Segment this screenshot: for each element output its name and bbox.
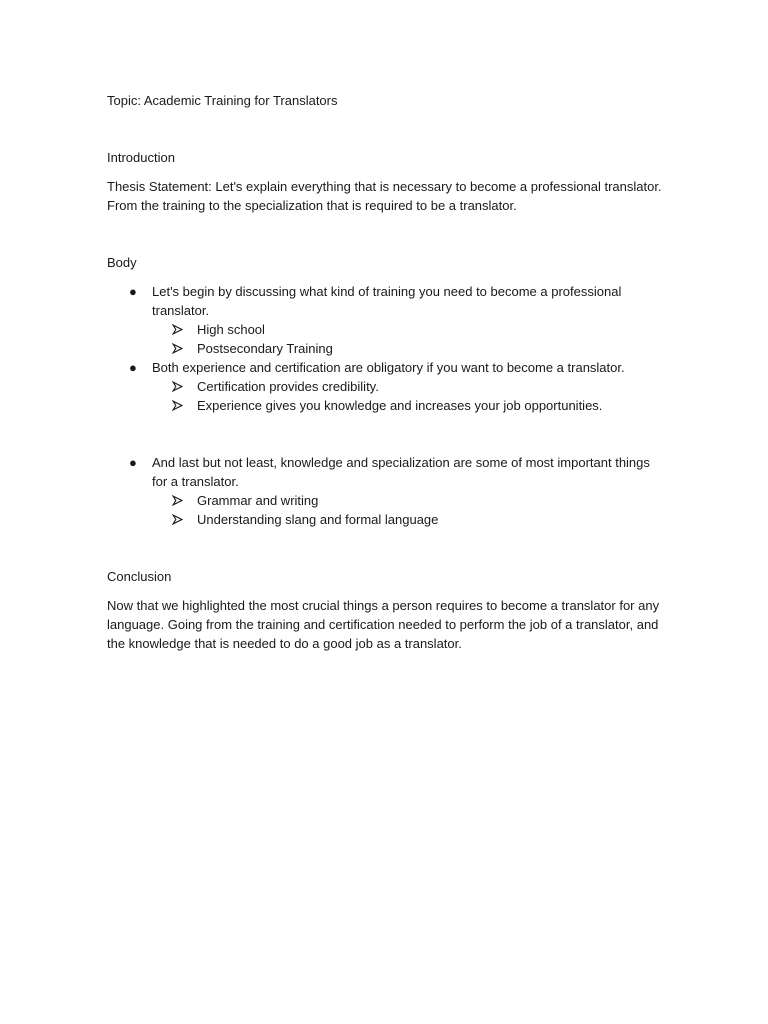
document-content [107,91,667,653]
list-item [152,320,667,339]
sub-bullet-list [152,320,667,358]
list-item [152,491,667,510]
arrowhead-bullet-icon [172,400,183,411]
list-item [107,358,667,415]
arrowhead-bullet-icon [172,381,183,392]
sub-bullet-text: Certification provides credibility. [197,379,379,394]
bullet-dot-icon: ● [129,360,137,375]
sub-bullet-text: Understanding slang and formal language [197,512,439,527]
bullet-text: Let's begin by discussing what kind of training you need to become a professional translator. [152,284,622,318]
bullet-text: And last but not least, knowledge and specialization are some of most important things for a translator. [152,455,650,489]
topic-line: Topic: Academic Training for Translators [107,93,338,108]
conclusion-heading: Conclusion [107,569,172,584]
list-item [152,510,667,529]
sub-bullet-list [152,377,667,415]
bullet-dot-icon: ● [129,284,137,299]
list-item [152,339,667,358]
body-heading: Body [107,255,137,270]
arrowhead-bullet-icon [172,343,183,354]
conclusion-paragraph: Now that we highlighted the most crucial things a person requires to become a translator for any language. Going from the training and certification needed to perform the job of a translator, and the knowledge that is needed to do a good job as a translator. [107,598,660,651]
bullet-dot-icon: ● [129,455,137,470]
list-item [107,453,667,529]
list-item [152,396,667,415]
bullet-text: Both experience and certification are obligatory if you want to become a translator. [152,360,625,375]
thesis-statement: Thesis Statement: Let's explain everything that is necessary to become a professional translator. From the training to the specialization that is required to be a translator. [107,179,662,213]
sub-bullet-list [152,491,667,529]
arrowhead-bullet-icon [172,324,183,335]
sub-bullet-text: Postsecondary Training [197,341,333,356]
sub-bullet-text: High school [197,322,265,337]
arrowhead-bullet-icon [172,514,183,525]
sub-bullet-text: Grammar and writing [197,493,319,508]
body-bullet-list [107,282,667,529]
introduction-heading: Introduction [107,150,175,165]
list-item [152,377,667,396]
arrowhead-bullet-icon [172,495,183,506]
list-item [107,282,667,358]
sub-bullet-text: Experience gives you knowledge and increases your job opportunities. [197,398,603,413]
